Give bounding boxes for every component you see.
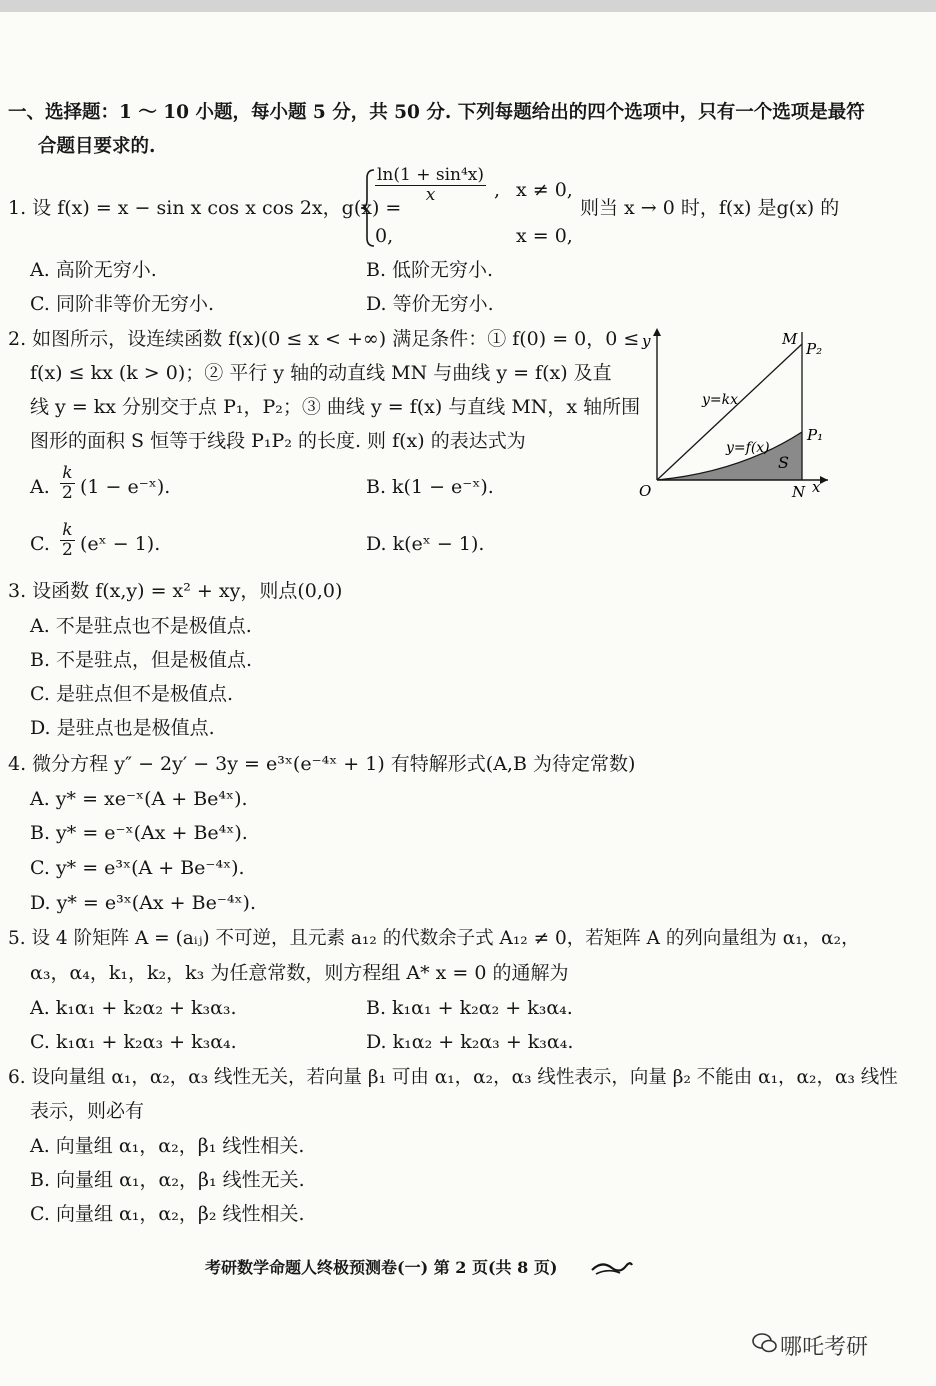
- q3-option-d: D. 是驻点也是极值点.: [30, 717, 215, 739]
- q1-option-a: A. 高阶无穷小.: [30, 259, 157, 281]
- q5-option-d: D. k₁α₂ + k₂α₃ + k₃α₄.: [366, 1031, 574, 1053]
- section-instructions-line2: 合题目要求的.: [38, 136, 156, 157]
- section-instructions-line1: 一、选择题：1 ～ 10 小题，每小题 5 分，共 50 分. 下列每题给出的四个选项中，只有一个选项是最符: [8, 102, 865, 123]
- q6-option-a: A. 向量组 α₁，α₂，β₁ 线性相关.: [30, 1135, 305, 1157]
- label-s: S: [778, 453, 789, 472]
- q2-option-c-expression: (eˣ − 1).: [80, 533, 161, 555]
- q5-stem-line1: 5. 设 4 阶矩阵 A = (aᵢⱼ) 不可逆，且元素 a₁₂ 的代数余子式 A₁₂ ≠ 0，若矩阵 A 的列向量组为 α₁，α₂，: [8, 928, 860, 949]
- q2-option-a-label: A.: [30, 476, 50, 498]
- footer-ornament: [590, 1256, 634, 1278]
- q3-option-b: B. 不是驻点，但是极值点.: [30, 649, 253, 671]
- q6-option-b: B. 向量组 α₁，α₂，β₁ 线性无关.: [30, 1169, 305, 1191]
- wechat-icon: [752, 1332, 778, 1354]
- q2-figure: [630, 322, 840, 507]
- q6-stem-line1: 6. 设向量组 α₁，α₂，α₃ 线性无关，若向量 β₁ 可由 α₁，α₂，α₃ 线性表示，向量 β₂ 不能由 α₁，α₂，α₃ 线性: [8, 1067, 898, 1088]
- q1-stem-suffix: 则当 x → 0 时，f(x) 是g(x) 的: [580, 197, 840, 219]
- label-y-kx: y=kx: [702, 392, 739, 408]
- q1-fraction-numerator: ln(1 + sin⁴x): [377, 165, 485, 185]
- q6-stem-line2: 表示，则必有: [30, 1100, 145, 1122]
- q2-option-c-fraction: [60, 521, 75, 560]
- q3-stem: 3. 设函数 f(x,y) = x² + xy，则点(0,0): [8, 580, 343, 602]
- q2-option-c-denominator: 2: [62, 540, 73, 560]
- q2-option-c-numerator: k: [60, 521, 75, 541]
- q2-stem-line4: 图形的面积 S 恒等于线段 P₁P₂ 的长度. 则 f(x) 的表达式为: [30, 430, 526, 452]
- q6-option-c: C. 向量组 α₁，α₂，β₂ 线性相关.: [30, 1203, 305, 1225]
- x-axis-arrow: [820, 476, 828, 484]
- label-p1: P₁: [807, 426, 824, 444]
- q2-option-b: B. k(1 − e⁻ˣ).: [366, 476, 494, 498]
- q2-option-c-label: C.: [30, 533, 50, 555]
- label-p2: P₂: [806, 340, 823, 358]
- q1-case2-value: 0,: [375, 225, 394, 247]
- q5-option-a: A. k₁α₁ + k₂α₂ + k₃α₃.: [30, 997, 237, 1019]
- q1-case1-comma: ,: [494, 179, 501, 201]
- q4-stem: 4. 微分方程 y″ − 2y′ − 3y = e³ˣ(e⁻⁴ˣ + 1) 有特解形式(A,B 为待定常数): [8, 753, 636, 775]
- label-o: O: [639, 482, 652, 500]
- q5-stem-line2: α₃，α₄，k₁，k₂，k₃ 为任意常数，则方程组 A* x = 0 的通解为: [30, 962, 569, 984]
- q1-brace: [360, 168, 376, 248]
- q2-option-a-fraction: [60, 464, 75, 503]
- q5-option-c: C. k₁α₁ + k₂α₃ + k₃α₄.: [30, 1031, 237, 1053]
- q5-option-b: B. k₁α₁ + k₂α₂ + k₃α₄.: [366, 997, 573, 1019]
- q2-stem-line1: 2. 如图所示，设连续函数 f(x)(0 ≤ x < +∞) 满足条件：① f(0) = 0，0 ≤: [8, 328, 640, 350]
- label-y: y: [642, 332, 651, 350]
- q3-option-a: A. 不是驻点也不是极值点.: [30, 615, 252, 637]
- q4-option-c: C. y* = e³ˣ(A + Be⁻⁴ˣ).: [30, 857, 245, 879]
- q4-option-d: D. y* = e³ˣ(Ax + Be⁻⁴ˣ).: [30, 892, 256, 914]
- q2-option-a-numerator: k: [60, 464, 75, 484]
- q1-stem-prefix: 1. 设 f(x) = x − sin x cos x cos 2x，g(x) =: [8, 197, 402, 219]
- q1-option-c: C. 同阶非等价无穷小.: [30, 293, 214, 315]
- q2-stem-line3: 线 y = kx 分别交于点 P₁，P₂；③ 曲线 y = f(x) 与直线 MN，x 轴所围: [30, 396, 641, 418]
- page-footer: 考研数学命题人终极预测卷(一) 第 2 页(共 8 页): [205, 1258, 558, 1277]
- q1-option-d: D. 等价无穷小.: [366, 293, 494, 315]
- q1-fraction: [375, 166, 486, 205]
- q1-case2-condition: x = 0,: [516, 225, 573, 247]
- q2-option-a-denominator: 2: [62, 483, 73, 503]
- watermark-text: 哪吒考研: [780, 1335, 869, 1360]
- label-y-fx: y=f(x): [726, 440, 770, 456]
- q2-stem-line2: f(x) ≤ kx (k > 0)；② 平行 y 轴的动直线 MN 与曲线 y = f(x) 及直: [30, 362, 612, 384]
- q4-option-a: A. y* = xe⁻ˣ(A + Be⁴ˣ).: [30, 788, 248, 810]
- top-edge: [0, 0, 936, 12]
- q1-case1-condition: x ≠ 0,: [516, 179, 573, 201]
- label-x: x: [812, 478, 821, 496]
- q2-option-a-expression: (1 − e⁻ˣ).: [80, 476, 171, 498]
- q3-option-c: C. 是驻点但不是极值点.: [30, 683, 233, 705]
- q4-option-b: B. y* = e⁻ˣ(Ax + Be⁴ˣ).: [30, 822, 248, 844]
- q1-fraction-denominator: x: [425, 185, 436, 205]
- label-n: N: [792, 483, 806, 501]
- q2-option-d: D. k(eˣ − 1).: [366, 533, 485, 555]
- q1-option-b: B. 低阶无穷小.: [366, 259, 494, 281]
- y-axis-arrow: [653, 328, 661, 336]
- label-m: M: [782, 330, 798, 348]
